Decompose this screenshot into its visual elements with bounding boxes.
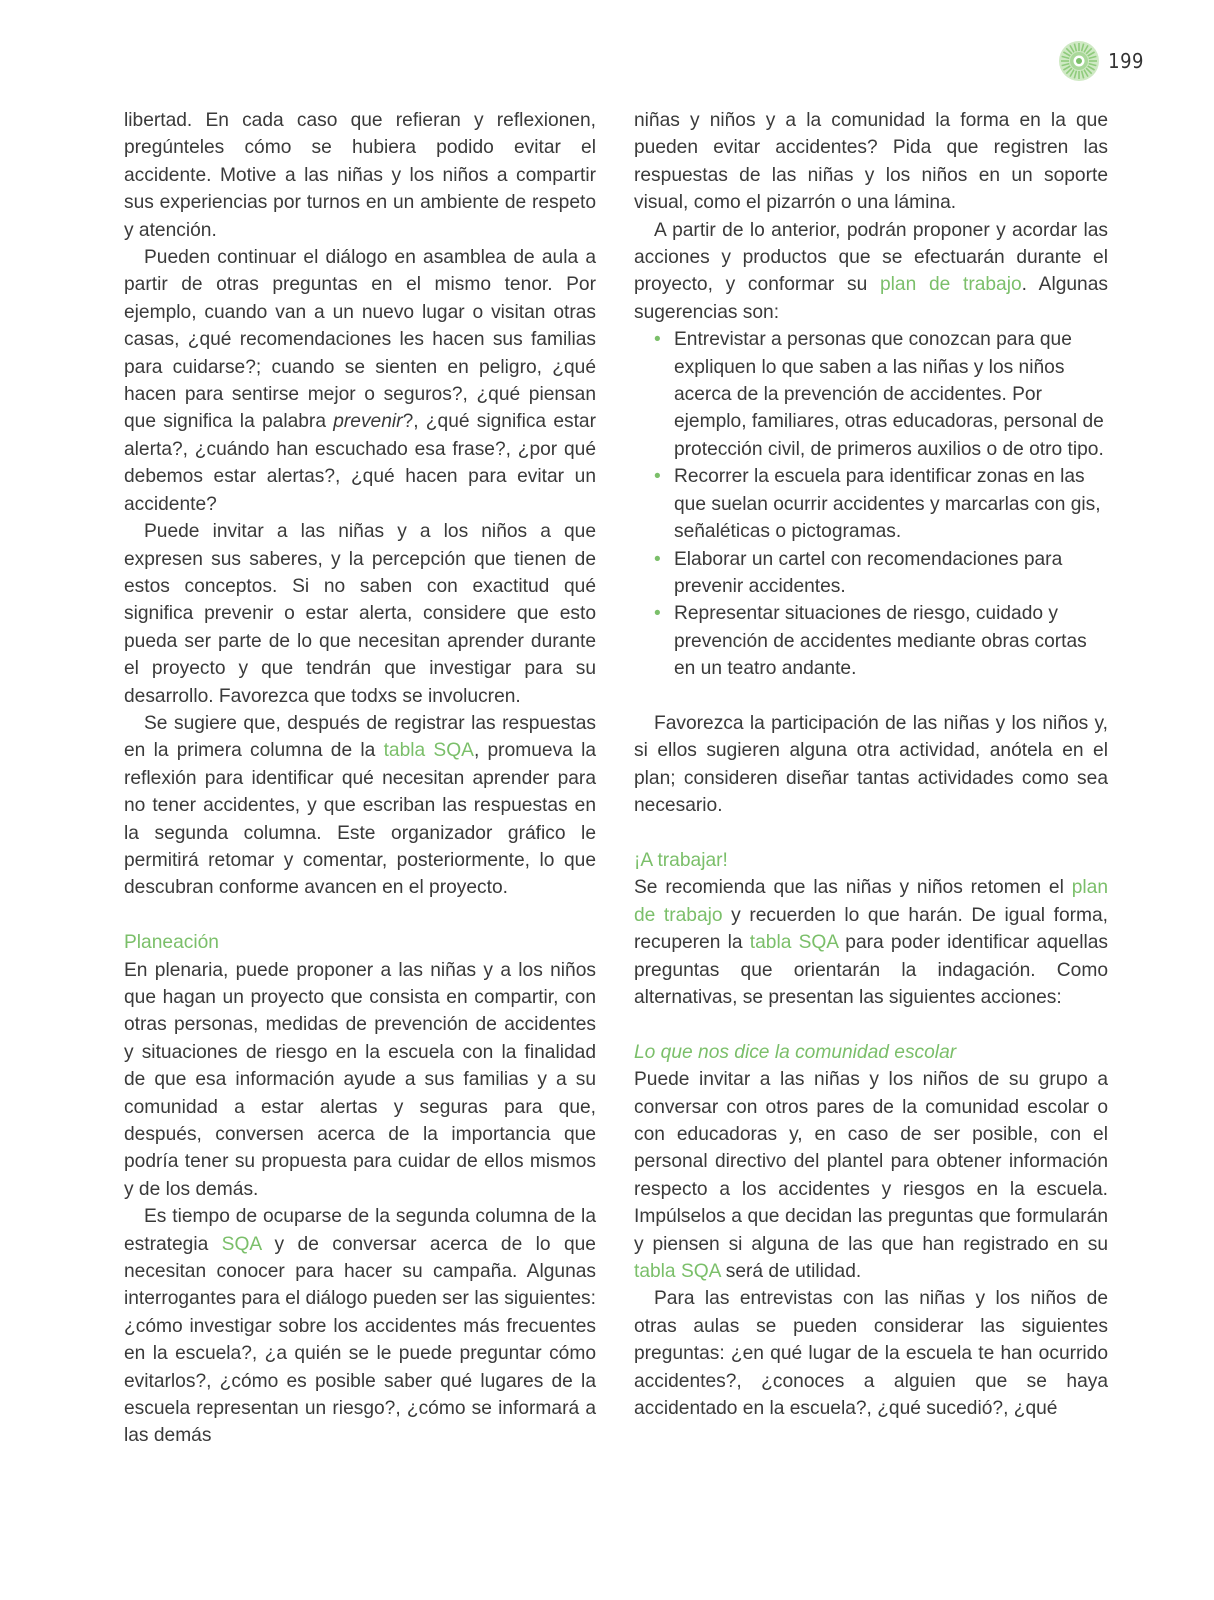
paragraph: Para las entrevistas con las niñas y los niños de otras aulas se pueden considerar las siguientes preguntas: ¿en qué lugar de la escuela te han ocurrido accidentes?, ¿conoces a alguien que se haya accidentado en la escuela?, ¿qué sucedió?, ¿qué [634,1288,1108,1420]
list-item: • Representar situaciones de riesgo, cuidado y prevención de accidentes mediante obras cortas en un teatro andante. [654,600,1108,682]
paragraph: Favorezca la participación de las niñas y los niños y, si ellos sugieren alguna otra actividad, anótela en el plan; consideren diseñar tantas actividades como sea necesario. [634,712,1108,817]
paragraph: libertad. En cada caso que refieran y reflexionen, pregúnteles cómo se hubiera podido evitar el accidente. Motive a las niñas y los niños a compartir sus experiencias por turnos en un ambiente de respeto y atención. [124,110,596,241]
paragraph: Puede invitar a las niñas y los niños de su grupo a conversar con otros pares de la comunidad escolar o con educadoras y, en caso de ser posible, con el personal directivo del plantel para obtener información respecto a los accidentes y riesgos en la escuela. Impúlselos a que decidan las preguntas que formularán y piensen si alguna de las que han registrado en su tabla SQA será de utilidad. [634,1069,1108,1283]
section-heading-a-trabajar: ¡A trabajar! [634,849,728,871]
right-column [634,107,1108,1422]
list-item: • Elaborar un cartel con recomendaciones para prevenir accidentes. [654,546,1108,601]
emblem-icon [1058,40,1100,82]
link-tabla-sqa[interactable]: tabla SQA [383,740,474,762]
paragraph: niñas y niños y a la comunidad la forma en la que pueden evitar accidentes? Pida que registren las respuestas de las niñas y los niños en un soporte visual, como el pizarrón o una lámina. [634,110,1108,214]
link-sqa[interactable]: SQA [221,1233,262,1255]
left-column [124,107,596,1450]
suggestions-list [634,326,1108,682]
emphasis-prevenir: prevenir [333,411,403,433]
list-item: • Entrevistar a personas que conozcan para que expliquen lo que saben a las niñas y los niños acerca de la prevención de accidentes. Por ejemplo, familiares, otras educadoras, personal de protección civil, de primeros auxilios o de otro tipo. [654,326,1108,463]
paragraph: A partir de lo anterior, podrán proponer y acordar las acciones y productos que se efectuarán durante el proyecto, y conformar su plan de trabajo. Algunas sugerencias son: [634,219,1108,323]
paragraph: Se recomienda que las niñas y niños retomen el plan de trabajo y recuerden lo que harán. De igual forma, recuperen la tabla SQA para poder identificar aquellas preguntas que orientarán la indagación. Como alternativas, se presentan las siguientes acciones: [634,877,1108,1008]
paragraph: Puede invitar a las niñas y a los niños a que expresen sus saberes, y la percepción que tienen de estos conceptos. Si no saben con exactitud qué significa prevenir o estar alerta, considere que esto pueda ser parte de lo que necesitan aprender durante el proyecto y que tendrán que investigar para su desarrollo. Favorezca que todxs se involucren. [124,521,596,707]
section-heading-planeacion: Planeación [124,932,219,954]
link-plan-de-trabajo[interactable]: plan de trabajo [634,877,1108,926]
paragraph: Pueden continuar el diálogo en asamblea de aula a partir de otras preguntas en el mismo tenor. Por ejemplo, cuando van a un nuevo lugar o visitan otras casas, ¿qué recomendaciones les hacen sus familias para cuidarse?; cuando se sienten en peligro, ¿qué hacen para sentirse mejor o seguros?, ¿qué piensan que significa la palabra prevenir?, ¿qué significa estar alerta?, ¿cuándo han escuchado esa frase?, ¿por qué debemos estar alertas?, ¿qué hacen para evitar un accidente? [124,247,596,515]
page-header [1058,36,1144,86]
paragraph: Es tiempo de ocuparse de la segunda columna de la estrategia SQA y de conversar acerca de lo que necesitan conocer para hacer su campaña. Algunas interrogantes para el diálogo pueden ser las siguientes: ¿cómo investigar sobre los accidentes más frecuentes en la escuela?, ¿a quién se le puede preguntar cómo evitarlos?, ¿cómo es posible saber qué lugares de la escuela representan un riesgo?, ¿cómo se informará a las demás [124,1206,596,1447]
paragraph: En plenaria, puede proponer a las niñas y a los niños que hagan un proyecto que consista en compartir, con otras personas, medidas de prevención de accidentes y situaciones de riesgo en la escuela con la finalidad de que esa información ayude a sus familias y a su comunidad a estar alertas y seguras para que, después, conversen acerca de la importancia que podría tener su propuesta para cuidar de ellos mismos y de los demás. [124,959,596,1200]
link-tabla-sqa[interactable]: tabla SQA [634,1261,721,1283]
paragraph: Se sugiere que, después de registrar las respuestas en la primera columna de la tabla SQA, promueva la reflexión para identificar qué necesitan aprender para no tener accidentes, y que escriban las respuestas en la segunda columna. Este organizador gráfico le permitirá retomar y comentar, posteriormente, lo que descubran conforme avancen en el proyecto. [124,712,597,899]
link-tabla-sqa[interactable]: tabla SQA [749,932,839,954]
list-item: • Recorrer la escuela para identificar zonas en las que suelan ocurrir accidentes y marcarlas con gis, señaléticas o pictogramas. [654,463,1108,545]
page-number: 199 [1108,49,1144,73]
link-plan-de-trabajo[interactable]: plan de trabajo [879,274,1022,296]
section-heading-comunidad-escolar: Lo que nos dice la comunidad escolar [634,1041,957,1063]
